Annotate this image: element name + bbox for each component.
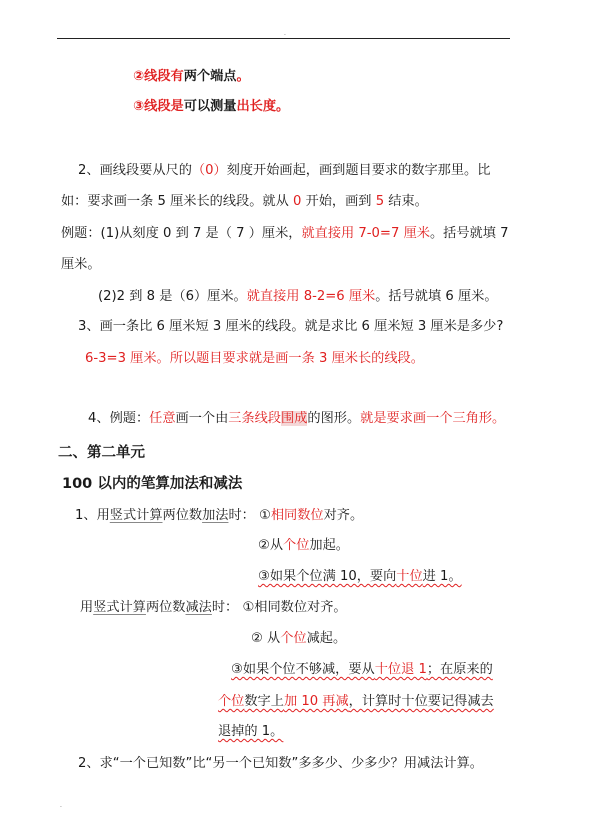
line-19-b: 数字上: [244, 694, 284, 709]
line-13-g: 对齐。: [323, 508, 364, 523]
text-line-17: [251, 630, 346, 648]
line-16-b: 竖式计算: [93, 600, 146, 615]
line-10-c: 画一个由: [175, 411, 229, 426]
text-line-8: [78, 318, 503, 336]
text-line-3: [78, 162, 490, 180]
text-line-19: [218, 693, 494, 711]
line-2-a: 线段是: [144, 99, 184, 114]
text-line-15: [258, 568, 462, 586]
line-2-num: ③: [133, 99, 145, 114]
line-13-c: 两位数: [162, 508, 203, 523]
line-14-b: 个位: [283, 538, 310, 553]
line-19-d: ，计算时十位要记得减去: [348, 694, 494, 709]
line-1-d: 。: [236, 69, 250, 84]
line-19-c: 加 10 再减: [283, 694, 349, 709]
line-16-a: 用: [80, 600, 94, 615]
line-21-a: 2、求“一个已知数”比“另一个已知数”多多少、少多少？用减法计算。: [78, 756, 483, 771]
header-rule: [57, 38, 510, 39]
line-4-c: 开始，画到: [301, 194, 376, 209]
line-13-e: 时： ①: [228, 508, 271, 523]
line-15-c: 进 1。: [422, 569, 462, 584]
line-4-b: 0: [292, 194, 302, 209]
line-17-c: 减起。: [306, 631, 347, 646]
line-3-b: （0）: [191, 163, 227, 178]
line-8-a: 3、画一条比 6 厘米短 3 厘米的线段。就是求比 6 厘米短 3 厘米是多少?: [78, 319, 504, 334]
text-line-7: [98, 288, 498, 306]
line-10-f: 的图形。: [307, 411, 361, 426]
topic-heading-text: 100 以内的笔算加法和减法: [62, 476, 243, 492]
line-13-b: 竖式计算: [109, 508, 163, 523]
line-19-a: 个位: [218, 694, 245, 709]
text-line-1: [133, 68, 250, 86]
line-4-a: 如：要求画一条 5 厘米长的线段。就从: [61, 194, 293, 209]
text-line-9: [85, 350, 424, 368]
section-heading: [58, 444, 145, 462]
line-10-e: 围成: [281, 411, 308, 426]
line-13-d: 加法: [202, 508, 229, 523]
line-5-a: 例题：(1)从刻度 0 到 7 是（ 7 ）厘米，: [61, 226, 302, 241]
header-dot: .: [284, 30, 286, 37]
line-10-a: 4、例题：: [88, 411, 150, 426]
text-line-16: [80, 599, 347, 617]
text-line-2: [133, 98, 289, 116]
line-13-a: 1、用: [75, 508, 110, 523]
text-line-4: [61, 193, 428, 211]
line-18-c: ；在原来的: [426, 662, 493, 677]
line-5-c: 。括号就填 7: [429, 226, 509, 241]
text-line-5: [61, 225, 508, 243]
line-7-c: 。括号就填 6 厘米。: [375, 289, 498, 304]
line-17-a: ② 从: [251, 631, 281, 646]
line-16-e: 时： ①相同数位对齐。: [211, 600, 347, 615]
text-line-13: [75, 507, 363, 525]
line-1-b: 两个: [183, 69, 211, 84]
line-9-a: 6-3=3 厘米。所以题目要求就是画一条 3 厘米长的线段。: [85, 351, 424, 366]
line-7-a: (2)2 到 8 是（6）厘米。: [98, 289, 247, 304]
line-1-c: 端点: [210, 69, 237, 84]
line-16-d: 减法: [185, 600, 212, 615]
line-18-a: ③如果个位不够减，要从: [231, 662, 375, 677]
line-2-c: 出长度: [236, 99, 277, 114]
section-heading-text: 二、第二单元: [58, 445, 145, 461]
line-1-a: 线段有: [144, 69, 184, 84]
line-10-g: 就是要求画一个三角形。: [360, 411, 506, 426]
line-15-b: 十位: [396, 569, 423, 584]
line-4-d: 5: [375, 194, 385, 209]
line-3-c: 刻度开始画起，画到题目要求的数字那里。比: [226, 163, 491, 178]
text-line-10: [88, 410, 505, 428]
line-14-a: ②从: [258, 538, 284, 553]
text-line-14: [258, 537, 349, 555]
text-line-18: [231, 661, 493, 679]
line-10-d: 三条线段: [228, 411, 282, 426]
line-17-b: 个位: [280, 631, 307, 646]
text-line-20: [218, 723, 283, 741]
line-16-c: 两位数: [145, 600, 186, 615]
line-13-f: 相同数位: [270, 508, 324, 523]
line-2-d: 。: [276, 99, 290, 114]
line-10-b: 任意: [149, 411, 176, 426]
line-20-a: 退掉的 1。: [218, 724, 284, 739]
line-5-b: 就直接用 7-0=7 厘米: [301, 226, 430, 241]
line-2-b: 可以测量: [183, 99, 237, 114]
line-14-c: 加起。: [309, 538, 349, 553]
footer-dot: .: [60, 802, 62, 809]
line-4-e: 结束。: [384, 194, 428, 209]
line-3-a: 2、画线段要从尺的: [78, 163, 192, 178]
text-line-21: [78, 755, 483, 773]
line-7-b: 就直接用 8-2=6 厘米: [246, 289, 376, 304]
line-6-a: 厘米。: [61, 257, 101, 272]
line-15-a: ③如果个位满 10，要向: [258, 569, 397, 584]
line-1-num: ②: [133, 69, 145, 84]
line-18-b: 十位退 1: [374, 662, 427, 677]
topic-heading: [62, 475, 242, 493]
text-line-6: [61, 256, 101, 274]
